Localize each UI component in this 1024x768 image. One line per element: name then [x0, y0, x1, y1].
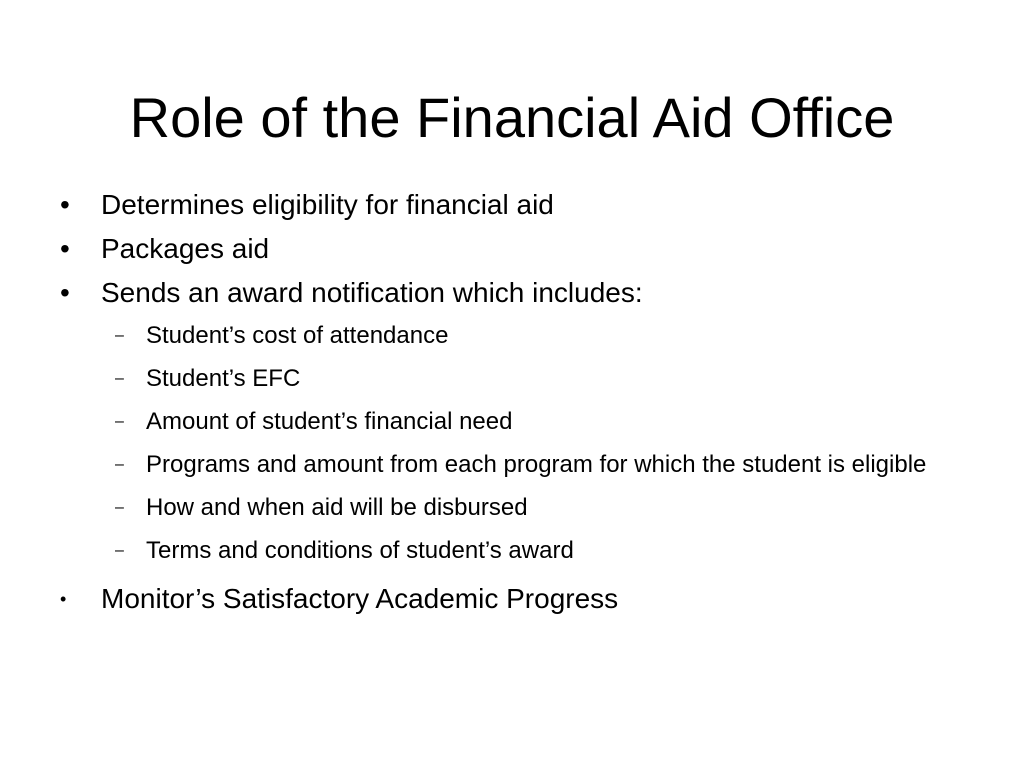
sub-bullet-text: Student’s EFC	[146, 365, 301, 392]
sub-bullet-marker: –	[115, 413, 124, 430]
slide-content	[60, 183, 960, 621]
sub-bullet-item	[60, 405, 946, 439]
sub-bullet-text: How and when aid will be disbursed	[146, 494, 528, 521]
sub-bullet-marker: –	[115, 370, 124, 387]
sub-bullet-item	[60, 534, 946, 568]
bullet-marker: •	[60, 589, 67, 609]
bullet-marker: •	[60, 277, 70, 308]
bullet-item	[60, 271, 960, 315]
slide-title: Role of the Financial Aid Office	[129, 86, 895, 149]
sub-bullet-marker: –	[115, 456, 124, 473]
bullet-text: Determines eligibility for financial aid	[101, 189, 554, 220]
bullet-marker: •	[60, 189, 70, 220]
sub-bullet-item	[60, 362, 946, 396]
bullet-item	[60, 227, 960, 271]
bullet-item	[60, 577, 960, 621]
bullet-item	[60, 183, 960, 227]
sub-bullet-item	[60, 319, 946, 353]
sub-bullet-text: Amount of student’s financial need	[146, 408, 513, 435]
sub-bullet-marker: –	[115, 327, 124, 344]
sub-bullet-list	[60, 315, 960, 568]
bullet-text: Sends an award notification which includes:	[101, 277, 643, 308]
bullet-marker: •	[60, 233, 70, 264]
sub-bullet-marker: –	[115, 542, 124, 559]
bullet-text: Packages aid	[101, 233, 270, 264]
bullet-text: Monitor’s Satisfactory Academic Progress	[101, 583, 619, 614]
sub-bullet-item	[60, 448, 946, 482]
sub-bullet-text: Student’s cost of attendance	[146, 322, 449, 349]
sub-bullet-item	[60, 491, 946, 525]
sub-bullet-marker: –	[115, 499, 124, 516]
sub-bullet-text: Programs and amount from each program for which the student is eligible	[146, 451, 927, 478]
sub-bullet-text: Terms and conditions of student’s award	[146, 537, 574, 564]
